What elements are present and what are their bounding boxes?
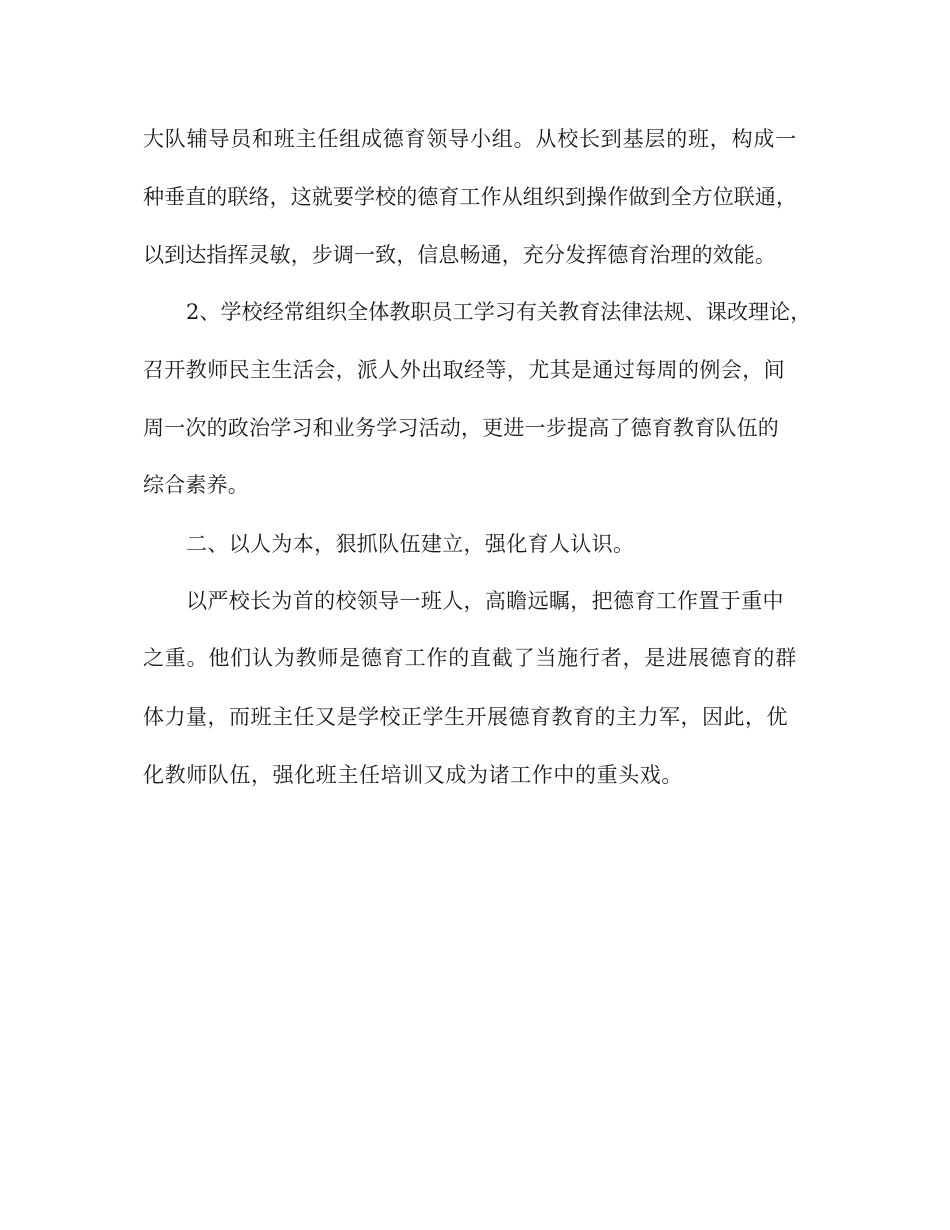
paragraph-line: 综合素养。 [143,473,249,497]
paragraph-line: 周一次的政治学习和业务学习活动，更进一步提高了德育教育队伍的 [143,416,779,440]
paragraph-line: 之重。他们认为教师是德育工作的直截了当施行者，是进展德育的群 [143,646,797,670]
paragraph-line: 以严校长为首的校领导一班人，高瞻远瞩，把德育工作置于重中 [186,589,784,613]
paragraph-line: 以到达指挥灵敏，步调一致，信息畅通，充分发挥德育治理的效能。 [143,243,776,267]
paragraph-line: 召开教师民主生活会，派人外出取经等，尤其是通过每周的例会，间 [143,358,785,382]
paragraph-line: 化教师队伍，强化班主任培训又成为诸工作中的重头戏。 [143,763,683,787]
paragraph-line: 大队辅导员和班主任组成德育领导小组。从校长到基层的班，构成一 [143,127,797,151]
paragraph-line: 体力量，而班主任又是学校正学生开展德育教育的主力军，因此，优 [143,705,788,729]
paragraph-line: 种垂直的联络，这就要学校的德育工作从组织到操作做到全方位联通， [143,185,798,209]
section-heading: 二、以人为本，狠抓队伍建立，强化育人认识。 [186,532,635,556]
paragraph-line: 2、学校经常组织全体教职员工学习有关教育法律法规、课改理论， [186,300,812,324]
